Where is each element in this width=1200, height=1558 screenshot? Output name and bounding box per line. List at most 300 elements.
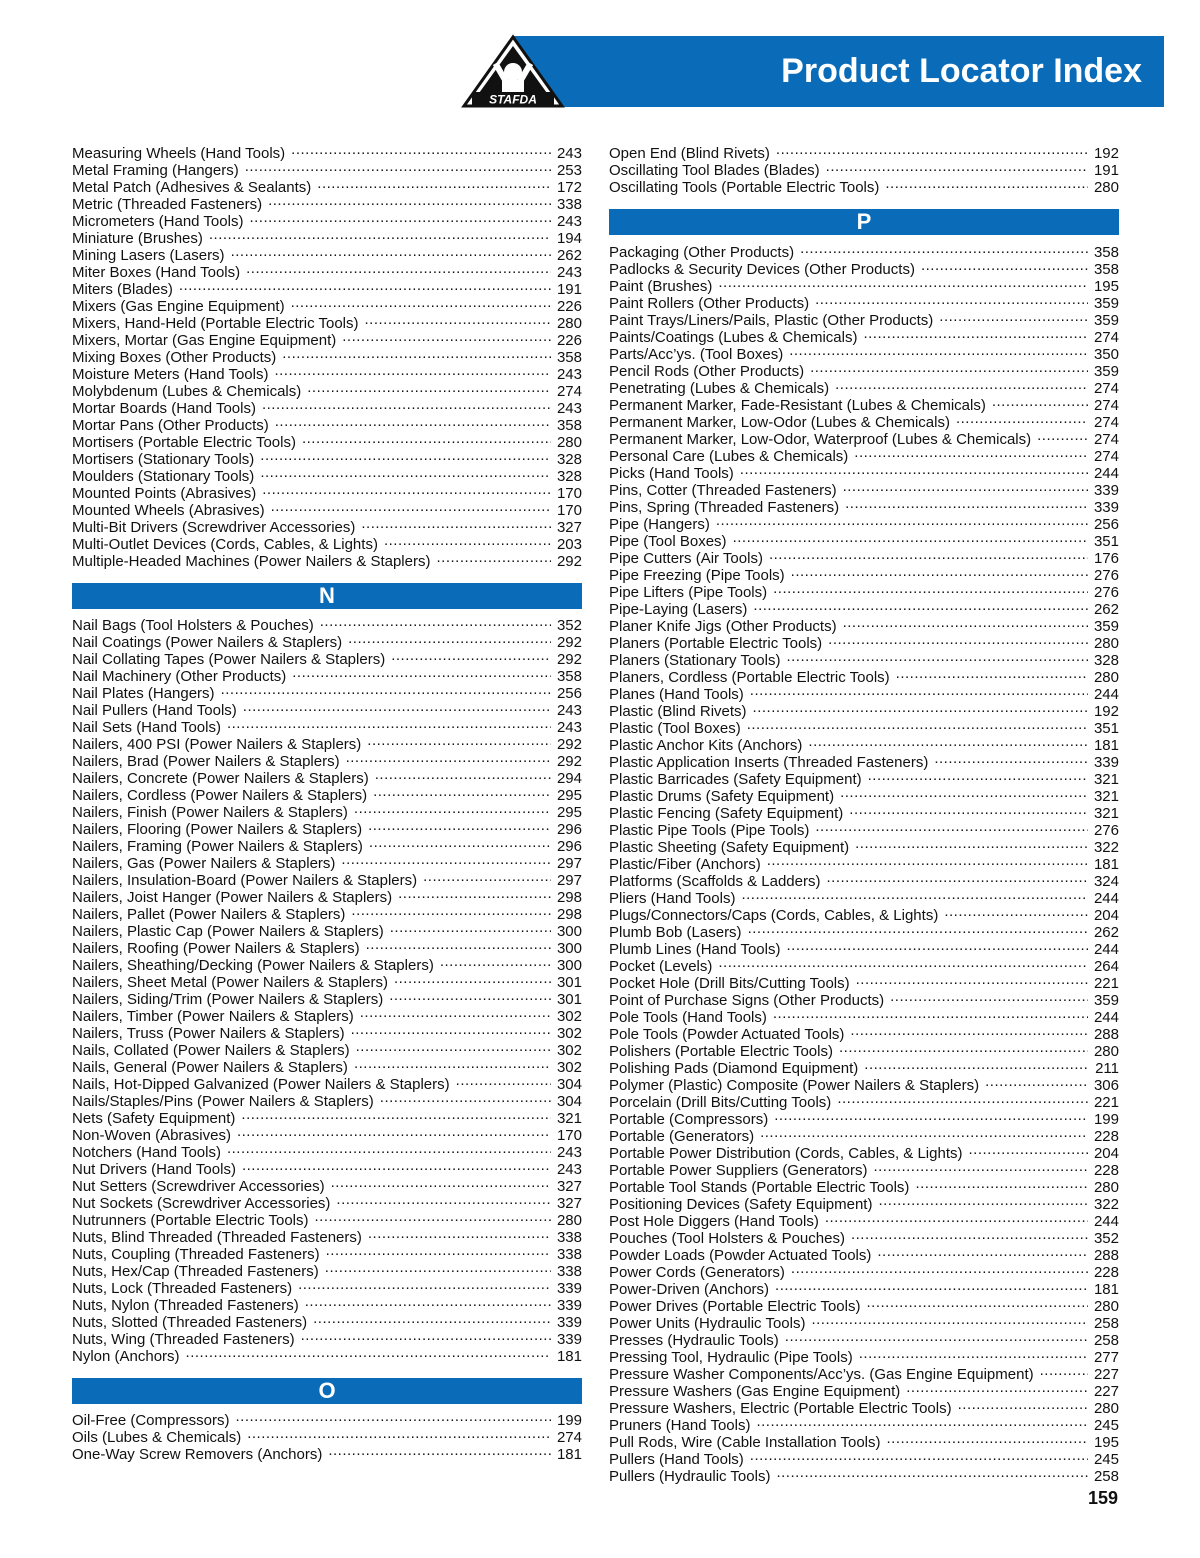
entry-page: 280 bbox=[556, 315, 582, 332]
entry-page: 276 bbox=[1093, 822, 1119, 839]
entry-page: 300 bbox=[556, 940, 582, 957]
entry-page: 322 bbox=[1093, 839, 1119, 856]
entry-page: 176 bbox=[1093, 550, 1119, 567]
entry-page: 227 bbox=[1093, 1366, 1119, 1383]
dot-leader bbox=[314, 1208, 550, 1225]
entry-page: 327 bbox=[556, 1178, 582, 1195]
entry-name: Pipe Lifters (Pipe Tools) bbox=[609, 584, 768, 601]
entry-name: Polymer (Plastic) Composite (Power Nailers & Staplers) bbox=[609, 1077, 980, 1094]
entry-name: Plastic Anchor Kits (Anchors) bbox=[609, 737, 803, 754]
entry-name: Mixing Boxes (Other Products) bbox=[72, 349, 277, 366]
entry-page: 328 bbox=[556, 468, 582, 485]
dot-leader bbox=[236, 1408, 551, 1425]
dot-leader bbox=[776, 1464, 1088, 1481]
entry-list-p bbox=[609, 240, 1119, 1485]
entry-list-o-cont bbox=[609, 141, 1119, 196]
index-entry bbox=[72, 1408, 582, 1429]
dot-leader bbox=[398, 885, 551, 902]
entry-name: Mounted Points (Abrasives) bbox=[72, 485, 257, 502]
entry-page: 302 bbox=[556, 1008, 582, 1025]
entry-name: Metric (Threaded Fasteners) bbox=[72, 196, 263, 213]
dot-leader bbox=[835, 376, 1088, 393]
dot-leader bbox=[815, 291, 1088, 308]
entry-name: Nailers, Timber (Power Nailers & Staplers) bbox=[72, 1008, 354, 1025]
entry-page: 302 bbox=[556, 1025, 582, 1042]
dot-leader bbox=[354, 800, 551, 817]
entry-page: 321 bbox=[556, 1110, 582, 1127]
entry-name: Plastic Sheeting (Safety Equipment) bbox=[609, 839, 850, 856]
entry-name: Nail Machinery (Other Products) bbox=[72, 668, 287, 685]
dot-leader bbox=[815, 818, 1088, 835]
entry-name: Nuts, Blind Threaded (Threaded Fasteners) bbox=[72, 1229, 362, 1246]
entry-list-o bbox=[72, 1408, 582, 1463]
entry-name: Mounted Wheels (Abrasives) bbox=[72, 502, 265, 519]
entry-name: Pipe (Tool Boxes) bbox=[609, 533, 727, 550]
entry-name: Nut Setters (Screwdriver Accessories) bbox=[72, 1178, 325, 1195]
entry-page: 292 bbox=[556, 753, 582, 770]
entry-page: 296 bbox=[556, 821, 582, 838]
entry-page: 204 bbox=[1093, 1145, 1119, 1162]
entry-list-n bbox=[72, 613, 582, 1365]
section-header-n: N bbox=[72, 583, 582, 609]
entry-name: Measuring Wheels (Hand Tools) bbox=[72, 145, 286, 162]
entry-name: Nailers, Gas (Power Nailers & Staplers) bbox=[72, 855, 336, 872]
entry-page: 352 bbox=[556, 617, 582, 634]
entry-page: 192 bbox=[1093, 145, 1119, 162]
entry-page: 338 bbox=[556, 196, 582, 213]
entry-name: Plastic (Tool Boxes) bbox=[609, 720, 741, 737]
entry-name: Power Drives (Portable Electric Tools) bbox=[609, 1298, 861, 1315]
entry-page: 191 bbox=[1093, 162, 1119, 179]
dot-leader bbox=[209, 226, 551, 243]
entry-page: 244 bbox=[1093, 1213, 1119, 1230]
dot-leader bbox=[179, 277, 551, 294]
dot-leader bbox=[351, 1021, 551, 1038]
dot-leader bbox=[365, 311, 551, 328]
entry-page: 350 bbox=[1093, 346, 1119, 363]
entry-page: 292 bbox=[556, 651, 582, 668]
dot-leader bbox=[390, 919, 551, 936]
entry-page: 339 bbox=[556, 1297, 582, 1314]
entry-name: Plastic Barricades (Safety Equipment) bbox=[609, 771, 862, 788]
dot-leader bbox=[246, 260, 551, 277]
entry-name: Pressure Washer Components/Acc’ys. (Gas Engine Equipment) bbox=[609, 1366, 1034, 1383]
entry-name: Nailers, Sheet Metal (Power Nailers & Staplers) bbox=[72, 974, 388, 991]
entry-name: Nailers, Finish (Power Nailers & Staplers) bbox=[72, 804, 348, 821]
entry-page: 274 bbox=[1093, 380, 1119, 397]
entry-name: Plastic Drums (Safety Equipment) bbox=[609, 788, 835, 805]
entry-page: 321 bbox=[1093, 805, 1119, 822]
entry-name: Paint Rollers (Other Products) bbox=[609, 295, 810, 312]
entry-name: Notchers (Hand Tools) bbox=[72, 1144, 221, 1161]
entry-name: Mortisers (Stationary Tools) bbox=[72, 451, 255, 468]
entry-name: Nailers, Siding/Trim (Power Nailers & Staplers) bbox=[72, 991, 384, 1008]
dot-leader bbox=[840, 784, 1088, 801]
dot-leader bbox=[360, 1004, 551, 1021]
index-entry bbox=[72, 141, 582, 162]
entry-name: Nailers, Roofing (Power Nailers & Staplers) bbox=[72, 940, 360, 957]
dot-leader bbox=[275, 413, 551, 430]
dot-leader bbox=[877, 1243, 1088, 1260]
entry-page: 181 bbox=[1093, 1281, 1119, 1298]
entry-page: 338 bbox=[556, 1246, 582, 1263]
dot-leader bbox=[368, 817, 551, 834]
entry-name: Moisture Meters (Hand Tools) bbox=[72, 366, 269, 383]
entry-name: Pliers (Hand Tools) bbox=[609, 890, 736, 907]
entry-name: Nailers, Pallet (Power Nailers & Staplers) bbox=[72, 906, 346, 923]
dot-leader bbox=[791, 563, 1088, 580]
entry-page: 243 bbox=[556, 719, 582, 736]
entry-name: Nailers, Plastic Cap (Power Nailers & Staplers) bbox=[72, 923, 384, 940]
left-column bbox=[72, 141, 582, 1463]
dot-leader bbox=[968, 1141, 1087, 1158]
entry-name: Nail Sets (Hand Tools) bbox=[72, 719, 221, 736]
entry-page: 304 bbox=[556, 1093, 582, 1110]
entry-page: 352 bbox=[1093, 1230, 1119, 1247]
entry-page: 274 bbox=[1093, 448, 1119, 465]
entry-page: 292 bbox=[556, 736, 582, 753]
dot-leader bbox=[985, 1073, 1088, 1090]
entry-page: 277 bbox=[1093, 1349, 1119, 1366]
entry-page: 258 bbox=[1093, 1332, 1119, 1349]
right-column bbox=[609, 141, 1119, 1485]
entry-name: Nailers, 400 PSI (Power Nailers & Staplers) bbox=[72, 736, 362, 753]
entry-page: 199 bbox=[556, 1412, 582, 1429]
entry-name: Planes (Hand Tools) bbox=[609, 686, 744, 703]
dot-leader bbox=[375, 766, 551, 783]
entry-page: 221 bbox=[1093, 1094, 1119, 1111]
entry-name: Nailers, Framing (Power Nailers & Staplers) bbox=[72, 838, 363, 855]
dot-leader bbox=[716, 512, 1088, 529]
entry-name: Nailers, Insulation-Board (Power Nailers & Staplers) bbox=[72, 872, 418, 889]
entry-page: 228 bbox=[1093, 1128, 1119, 1145]
dot-leader bbox=[380, 1089, 551, 1106]
entry-name: Nails, General (Power Nailers & Staplers) bbox=[72, 1059, 348, 1076]
entry-name: Permanent Marker, Low-Odor (Lubes & Chemicals) bbox=[609, 414, 950, 431]
dot-leader bbox=[958, 1396, 1088, 1413]
entry-name: Micrometers (Hand Tools) bbox=[72, 213, 244, 230]
entry-name: Metal Framing (Hangers) bbox=[72, 162, 239, 179]
entry-page: 245 bbox=[1093, 1451, 1119, 1468]
entry-page: 306 bbox=[1093, 1077, 1119, 1094]
entry-name: Portable (Generators) bbox=[609, 1128, 755, 1145]
dot-leader bbox=[773, 1005, 1088, 1022]
dot-leader bbox=[231, 243, 551, 260]
entry-name: Powder Loads (Powder Actuated Tools) bbox=[609, 1247, 872, 1264]
dot-leader bbox=[934, 750, 1088, 767]
entry-page: 300 bbox=[556, 923, 582, 940]
dot-leader bbox=[384, 532, 551, 549]
entry-page: 338 bbox=[556, 1229, 582, 1246]
entry-name: Pocket Hole (Drill Bits/Cutting Tools) bbox=[609, 975, 850, 992]
index-entry bbox=[72, 613, 582, 634]
dot-leader bbox=[885, 175, 1088, 192]
entry-page: 228 bbox=[1093, 1264, 1119, 1281]
entry-name: Plastic (Blind Rivets) bbox=[609, 703, 747, 720]
entry-page: 274 bbox=[1093, 414, 1119, 431]
dot-leader bbox=[873, 1158, 1088, 1175]
dot-leader bbox=[367, 732, 551, 749]
dot-leader bbox=[791, 1260, 1088, 1277]
entry-name: Plastic Pipe Tools (Pipe Tools) bbox=[609, 822, 810, 839]
dot-leader bbox=[241, 1106, 551, 1123]
entry-name: Power Cords (Generators) bbox=[609, 1264, 785, 1281]
entry-name: One-Way Screw Removers (Anchors) bbox=[72, 1446, 323, 1463]
entry-page: 339 bbox=[556, 1314, 582, 1331]
entry-name: Nails, Collated (Power Nailers & Staplers) bbox=[72, 1042, 350, 1059]
entry-name: Moulders (Stationary Tools) bbox=[72, 468, 255, 485]
dot-leader bbox=[866, 1294, 1087, 1311]
dot-leader bbox=[282, 345, 551, 362]
section-header-p: P bbox=[609, 209, 1119, 235]
entry-name: Pole Tools (Powder Actuated Tools) bbox=[609, 1026, 845, 1043]
entry-name: Nuts, Hex/Cap (Threaded Fasteners) bbox=[72, 1263, 319, 1280]
entry-page: 258 bbox=[1093, 1315, 1119, 1332]
entry-name: Pocket (Levels) bbox=[609, 958, 713, 975]
dot-leader bbox=[776, 141, 1088, 158]
entry-page: 192 bbox=[1093, 703, 1119, 720]
entry-name: Mortisers (Portable Electric Tools) bbox=[72, 434, 296, 451]
entry-name: Permanent Marker, Low-Odor, Waterproof (Lubes & Chemicals) bbox=[609, 431, 1032, 448]
entry-page: 226 bbox=[556, 332, 582, 349]
entry-page: 228 bbox=[1093, 1162, 1119, 1179]
dot-leader bbox=[260, 464, 551, 481]
entry-name: Miter Boxes (Hand Tools) bbox=[72, 264, 241, 281]
dot-leader bbox=[843, 478, 1088, 495]
dot-leader bbox=[351, 902, 551, 919]
entry-name: Nutrunners (Portable Electric Tools) bbox=[72, 1212, 309, 1229]
entry-page: 322 bbox=[1093, 1196, 1119, 1213]
entry-page: 301 bbox=[556, 991, 582, 1008]
dot-leader bbox=[733, 529, 1088, 546]
entry-page: 359 bbox=[1093, 295, 1119, 312]
entry-name: Nailers, Cordless (Power Nailers & Staplers) bbox=[72, 787, 368, 804]
dot-leader bbox=[368, 1225, 551, 1242]
dot-leader bbox=[391, 647, 551, 664]
entry-name: Nail Coatings (Power Nailers & Staplers) bbox=[72, 634, 343, 651]
entry-name: Picks (Hand Tools) bbox=[609, 465, 734, 482]
dot-leader bbox=[291, 294, 551, 311]
entry-page: 244 bbox=[1093, 1009, 1119, 1026]
entry-page: 294 bbox=[556, 770, 582, 787]
dot-leader bbox=[855, 835, 1088, 852]
entry-page: 280 bbox=[1093, 179, 1119, 196]
entry-page: 258 bbox=[1093, 1468, 1119, 1485]
entry-name: Padlocks & Security Devices (Other Products) bbox=[609, 261, 915, 278]
entry-page: 256 bbox=[1093, 516, 1119, 533]
dot-leader bbox=[268, 192, 551, 209]
entry-name: Pins, Spring (Threaded Fasteners) bbox=[609, 499, 840, 516]
entry-page: 194 bbox=[556, 230, 582, 247]
entry-page: 170 bbox=[556, 1127, 582, 1144]
entry-name: Penetrating (Lubes & Chemicals) bbox=[609, 380, 830, 397]
dot-leader bbox=[436, 549, 550, 566]
entry-name: Positioning Devices (Safety Equipment) bbox=[609, 1196, 873, 1213]
dot-leader bbox=[301, 1327, 551, 1344]
entry-page: 243 bbox=[556, 1161, 582, 1178]
dot-leader bbox=[331, 1174, 551, 1191]
dot-leader bbox=[366, 936, 551, 953]
dot-leader bbox=[320, 613, 551, 630]
dot-leader bbox=[769, 546, 1088, 563]
dot-leader bbox=[313, 1310, 551, 1327]
entry-page: 227 bbox=[1093, 1383, 1119, 1400]
entry-name: Nail Plates (Hangers) bbox=[72, 685, 215, 702]
entry-page: 324 bbox=[1093, 873, 1119, 890]
entry-page: 243 bbox=[556, 702, 582, 719]
entry-page: 358 bbox=[556, 417, 582, 434]
entry-name: Pullers (Hand Tools) bbox=[609, 1451, 744, 1468]
entry-name: Plugs/Connectors/Caps (Cords, Cables, & Lights) bbox=[609, 907, 939, 924]
entry-name: Power Units (Hydraulic Tools) bbox=[609, 1315, 806, 1332]
entry-name: Paints/Coatings (Lubes & Chemicals) bbox=[609, 329, 858, 346]
dot-leader bbox=[307, 379, 551, 396]
entry-page: 274 bbox=[556, 1429, 582, 1446]
dot-leader bbox=[336, 1191, 551, 1208]
entry-page: 191 bbox=[556, 281, 582, 298]
dot-leader bbox=[774, 1107, 1088, 1124]
dot-leader bbox=[292, 664, 551, 681]
dot-leader bbox=[298, 1276, 551, 1293]
dot-leader bbox=[245, 158, 551, 175]
entry-page: 288 bbox=[1093, 1247, 1119, 1264]
entry-page: 274 bbox=[1093, 431, 1119, 448]
entry-name: Pole Tools (Hand Tools) bbox=[609, 1009, 767, 1026]
dot-leader bbox=[1040, 1362, 1088, 1379]
entry-name: Miniature (Brushes) bbox=[72, 230, 203, 247]
dot-leader bbox=[328, 1442, 551, 1459]
entry-name: Oscillating Tools (Portable Electric Tools) bbox=[609, 179, 880, 196]
entry-name: Personal Care (Lubes & Chemicals) bbox=[609, 448, 849, 465]
dot-leader bbox=[718, 274, 1088, 291]
dot-leader bbox=[863, 325, 1088, 342]
entry-name: Nails, Hot-Dipped Galvanized (Power Nailers & Staplers) bbox=[72, 1076, 450, 1093]
dot-leader bbox=[748, 920, 1088, 937]
entry-name: Nail Bags (Tool Holsters & Pouches) bbox=[72, 617, 314, 634]
entry-page: 302 bbox=[556, 1042, 582, 1059]
entry-page: 358 bbox=[556, 349, 582, 366]
dot-leader bbox=[373, 783, 551, 800]
entry-name: Planers (Stationary Tools) bbox=[609, 652, 781, 669]
dot-leader bbox=[274, 362, 551, 379]
entry-page: 244 bbox=[1093, 941, 1119, 958]
dot-leader bbox=[342, 328, 551, 345]
dot-leader bbox=[237, 1123, 551, 1140]
dot-leader bbox=[837, 1090, 1088, 1107]
entry-name: Nets (Safety Equipment) bbox=[72, 1110, 236, 1127]
entry-page: 262 bbox=[1093, 601, 1119, 618]
entry-page: 300 bbox=[556, 957, 582, 974]
dot-leader bbox=[944, 903, 1088, 920]
entry-name: Non-Woven (Abrasives) bbox=[72, 1127, 231, 1144]
dot-leader bbox=[753, 699, 1088, 716]
dot-leader bbox=[456, 1072, 551, 1089]
entry-name: Nailers, Flooring (Power Nailers & Staplers) bbox=[72, 821, 363, 838]
dot-leader bbox=[186, 1344, 551, 1361]
entry-name: Nuts, Nylon (Threaded Fasteners) bbox=[72, 1297, 299, 1314]
index-entry bbox=[609, 141, 1119, 162]
index-entry bbox=[609, 240, 1119, 261]
entry-name: Oscillating Tool Blades (Blades) bbox=[609, 162, 820, 179]
dot-leader bbox=[845, 495, 1088, 512]
entry-page: 359 bbox=[1093, 992, 1119, 1009]
entry-name: Pruners (Hand Tools) bbox=[609, 1417, 751, 1434]
dot-leader bbox=[868, 767, 1088, 784]
entry-page: 280 bbox=[1093, 669, 1119, 686]
entry-name: Platforms (Scaffolds & Ladders) bbox=[609, 873, 821, 890]
entry-name: Mortar Pans (Other Products) bbox=[72, 417, 269, 434]
entry-page: 243 bbox=[556, 366, 582, 383]
dot-leader bbox=[227, 1140, 551, 1157]
entry-page: 359 bbox=[1093, 312, 1119, 329]
entry-page: 253 bbox=[556, 162, 582, 179]
entry-page: 262 bbox=[1093, 924, 1119, 941]
dot-leader bbox=[440, 953, 551, 970]
header-bar bbox=[514, 36, 1164, 107]
entry-name: Post Hole Diggers (Hand Tools) bbox=[609, 1213, 819, 1230]
dot-leader bbox=[394, 970, 551, 987]
entry-name: Plastic Application Inserts (Threaded Fasteners) bbox=[609, 754, 929, 771]
dot-leader bbox=[317, 175, 551, 192]
dot-leader bbox=[326, 1242, 551, 1259]
entry-page: 244 bbox=[1093, 465, 1119, 482]
dot-leader bbox=[786, 648, 1088, 665]
entry-page: 264 bbox=[1093, 958, 1119, 975]
entry-page: 280 bbox=[1093, 1400, 1119, 1417]
dot-leader bbox=[242, 1157, 551, 1174]
dot-leader bbox=[849, 801, 1088, 818]
entry-name: Nailers, Concrete (Power Nailers & Staplers) bbox=[72, 770, 369, 787]
dot-leader bbox=[305, 1293, 551, 1310]
entry-page: 243 bbox=[556, 400, 582, 417]
page-number: 159 bbox=[1087, 1488, 1118, 1508]
entry-list-m bbox=[72, 141, 582, 570]
entry-name: Planers (Portable Electric Tools) bbox=[609, 635, 823, 652]
dot-leader bbox=[864, 1056, 1089, 1073]
entry-page: 199 bbox=[1093, 1111, 1119, 1128]
entry-name: Nylon (Anchors) bbox=[72, 1348, 180, 1365]
entry-page: 280 bbox=[1093, 1179, 1119, 1196]
dot-leader bbox=[262, 396, 551, 413]
entry-page: 321 bbox=[1093, 771, 1119, 788]
entry-name: Mixers, Mortar (Gas Engine Equipment) bbox=[72, 332, 337, 349]
entry-page: 296 bbox=[556, 838, 582, 855]
dot-leader bbox=[939, 308, 1088, 325]
dot-leader bbox=[249, 209, 551, 226]
dot-leader bbox=[369, 834, 551, 851]
entry-page: 172 bbox=[556, 179, 582, 196]
entry-page: 339 bbox=[556, 1280, 582, 1297]
entry-page: 328 bbox=[1093, 652, 1119, 669]
dot-leader bbox=[741, 886, 1088, 903]
entry-page: 280 bbox=[1093, 1298, 1119, 1315]
entry-page: 288 bbox=[1093, 1026, 1119, 1043]
section-header-o: O bbox=[72, 1378, 582, 1404]
entry-page: 170 bbox=[556, 485, 582, 502]
dot-leader bbox=[992, 393, 1088, 410]
entry-page: 297 bbox=[556, 872, 582, 889]
entry-page: 203 bbox=[556, 536, 582, 553]
entry-page: 280 bbox=[556, 1212, 582, 1229]
dot-leader bbox=[856, 971, 1088, 988]
entry-page: 328 bbox=[556, 451, 582, 468]
dot-leader bbox=[221, 681, 551, 698]
entry-page: 280 bbox=[1093, 635, 1119, 652]
entry-page: 195 bbox=[1093, 1434, 1119, 1451]
entry-page: 204 bbox=[1093, 907, 1119, 924]
entry-name: Presses (Hydraulic Tools) bbox=[609, 1332, 779, 1349]
entry-name: Nut Sockets (Screwdriver Accessories) bbox=[72, 1195, 331, 1212]
